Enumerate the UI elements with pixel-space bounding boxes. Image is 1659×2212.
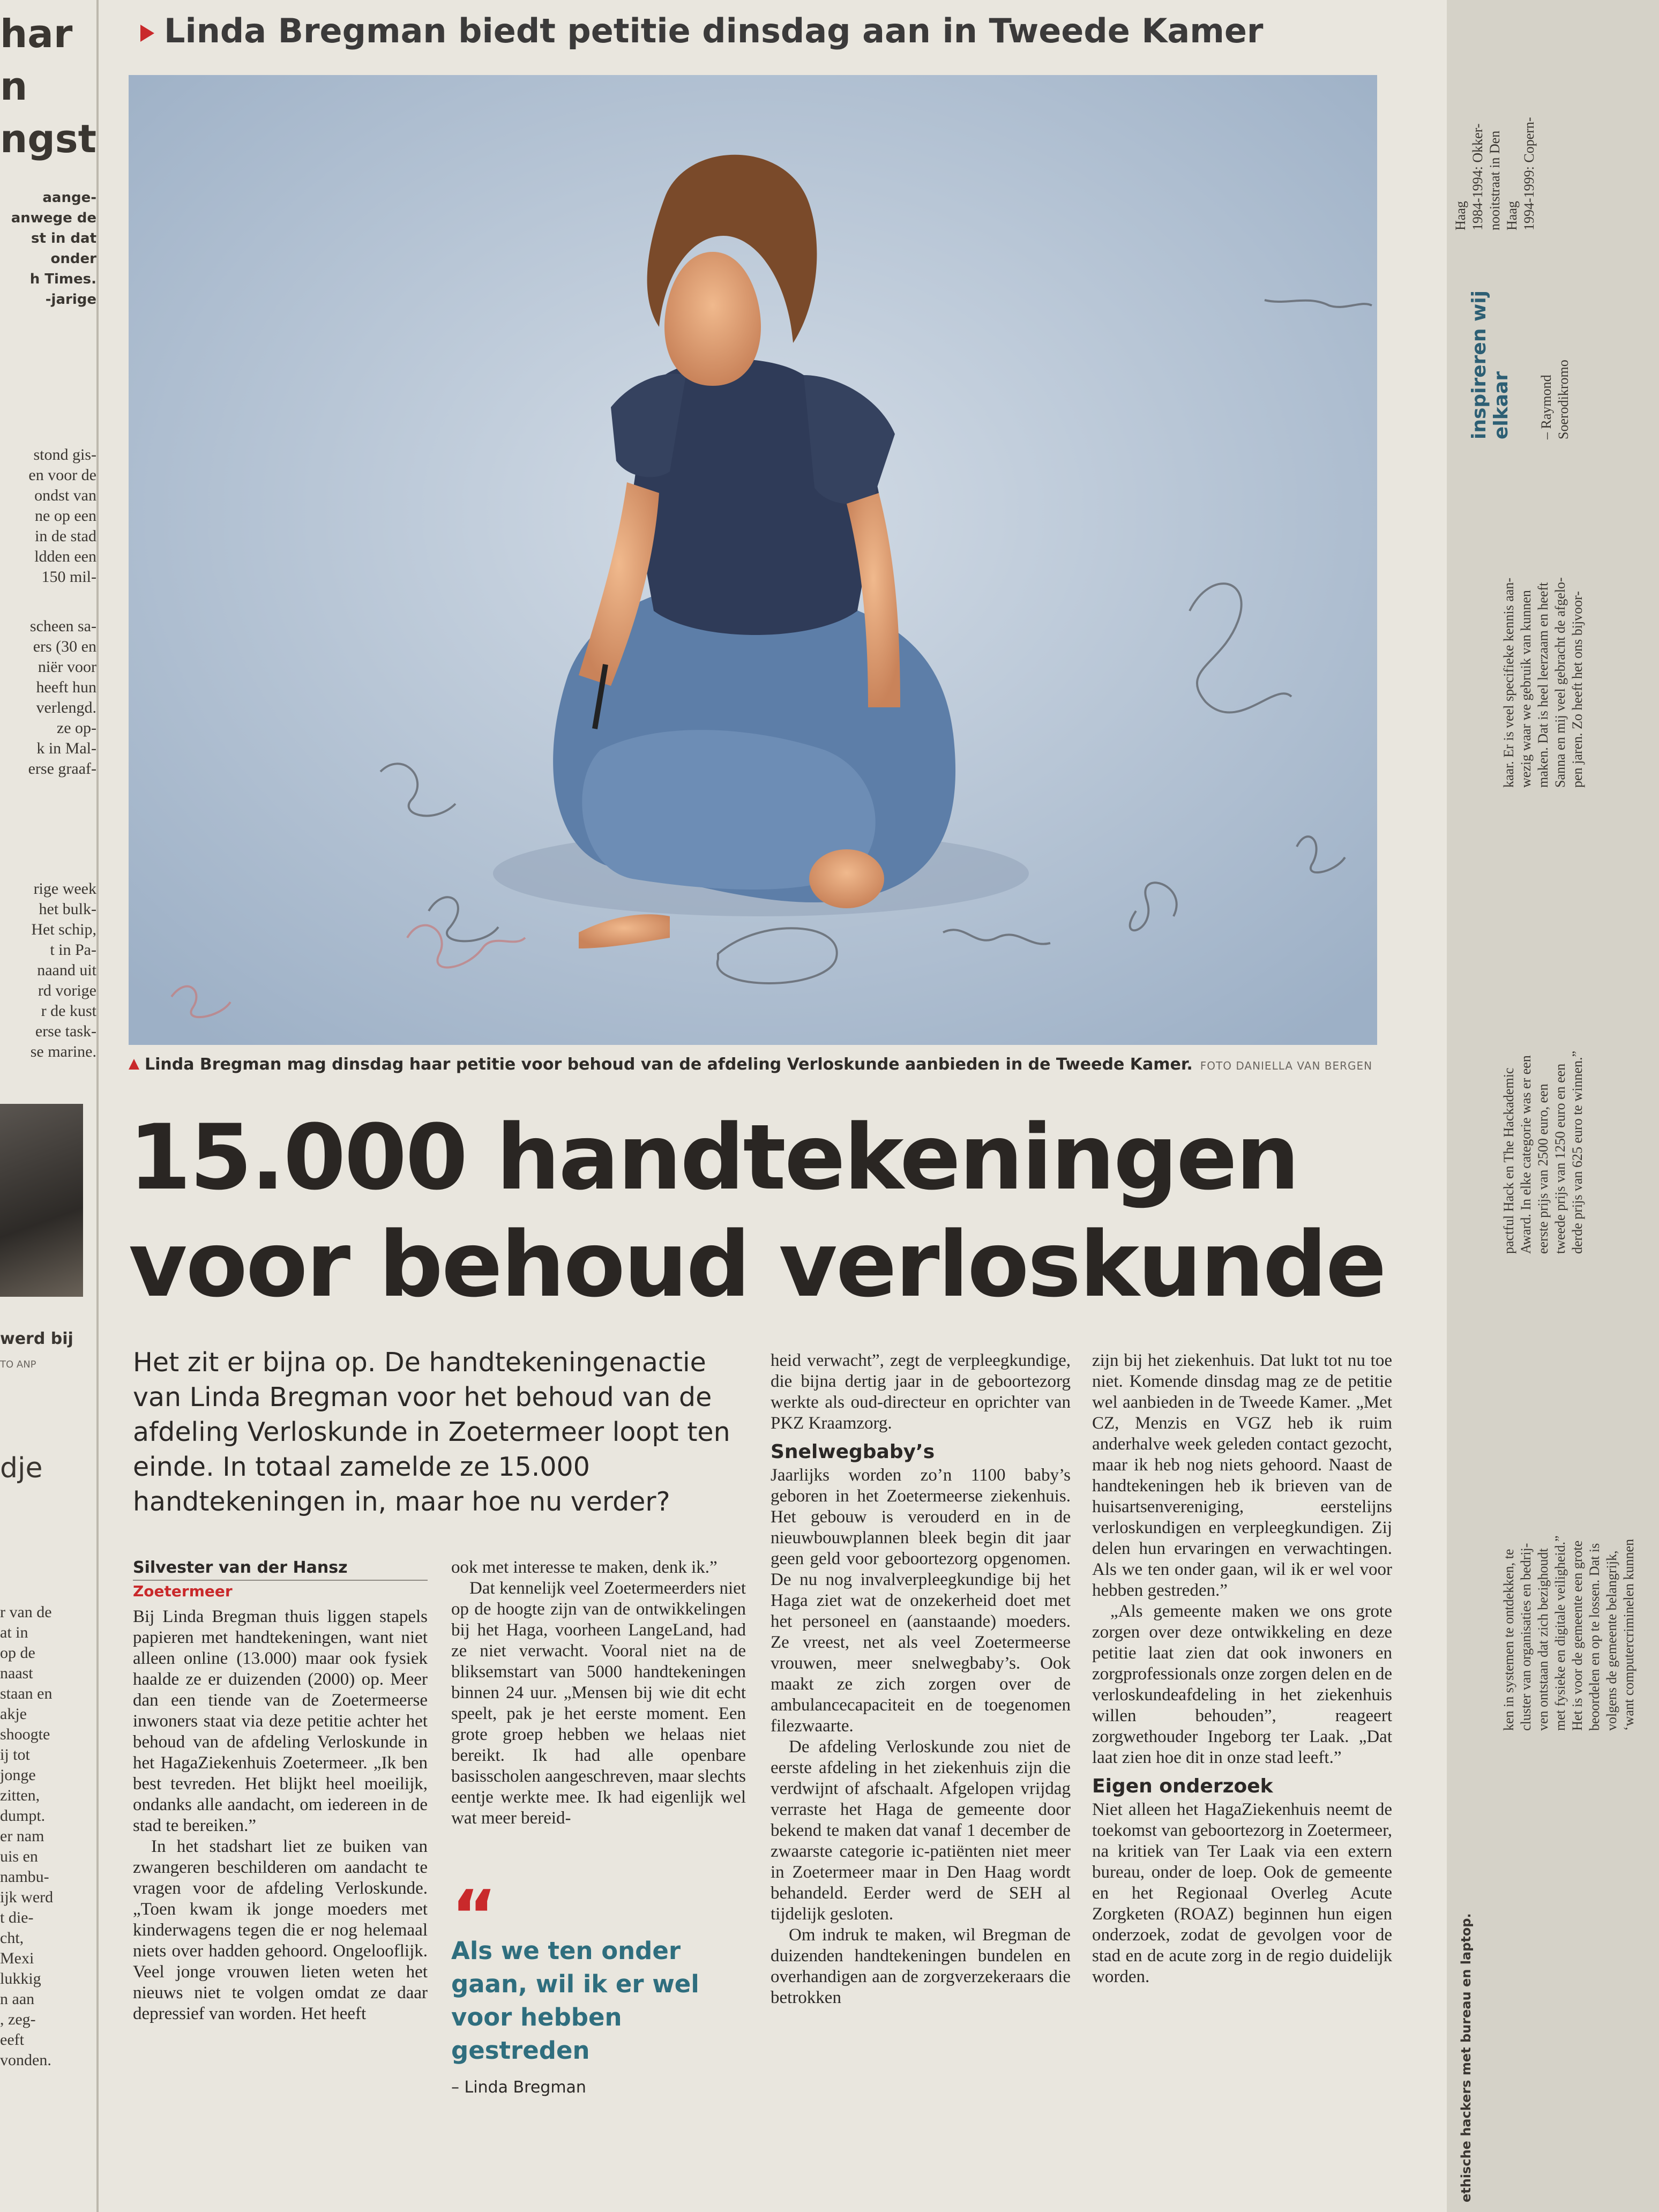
left-headline-fragment-2: n (0, 64, 28, 109)
pull-quote-text: Als we ten onder gaan, wil ik er wel voor hebben gestreden (451, 1937, 699, 2065)
article-column-4 (1092, 1350, 1392, 1987)
right-headline: inspireren wij elkaar (1468, 290, 1512, 439)
right-top-text: Haag 1984-1994: Okker- nooitstraat in Den Haag 1994-1999: Copern- (1453, 117, 1537, 230)
left-photo-credit: TO ANP (0, 1359, 36, 1370)
photo-caption (129, 1051, 1415, 1078)
col4-paragraph-2: „Als gemeente maken we ons grote zorgen over deze ontwikkeling en deze petitie laat zien dat ook inwoners en zorgprofessionals onze zorgen delen en de verloskundeafdeling in het ziekenhuis willen behouden”, reageert zorgwethouder Ingeborg ter Laak. „Dat laat zien hoe dit in onze stad leeft.” (1092, 1602, 1392, 1767)
adjacent-article-left (0, 0, 99, 2212)
caption-text: Linda Bregman mag dinsdag haar petitie voor behoud van de afdeling Verloskunde aanbieden in de Tweede Kamer. (145, 1055, 1193, 1074)
woman-signing-photo-illustration (129, 75, 1377, 1045)
left-headline-fragment-1: har (0, 11, 73, 56)
adjacent-article-right (1447, 0, 1659, 2212)
byline-location: Zoetermeer (133, 1582, 233, 1600)
intro-lead: Het zit er bijna op. De handtekeningenactie van Linda Bregman voor het behoud van de afdeling Verloskunde in Zoetermeer loopt ten einde. In totaal zamelde ze 15.000 handtekeningen in, maar hoe nu verder? (133, 1347, 730, 1517)
left-text-fragment-4: r van de at in op de naast staan en akje shoogte ij tot jonge zitten, dumpt. er nam uis en nambu- ijk werd t die- cht, Mexi lukkig n aan , zeg- eeft vonden. (0, 1603, 54, 2069)
right-column-c: ken in systemen te ontdekken, te cluster van organisaties en bedrij- ven ontstaan dat zich bezighoudt met fysieke en digitale veiligheid.” Het is voor de gemeente een grote (1501, 1535, 1585, 1731)
article-photo (129, 75, 1377, 1045)
kicker (140, 4, 1373, 58)
left-text-fragment-3: rige week het bulk- Het schip, t in Pa- naand uit rd vorige r de kust erse task- se marine. (30, 880, 96, 1060)
kicker-text: Linda Bregman biedt petitie dinsdag aan in Tweede Kamer (164, 11, 1264, 50)
right-column-b: pactful Hack en The Hackademic Award. In elke categorie was er een eerste prijs van 2500 euro, een tweede prijs van 1250 euro en een derde prijs van 625 euro te winnen.” (1501, 1050, 1585, 1254)
pull-quote (451, 1875, 708, 2098)
left-text-fragment-1: stond gis- en voor de ondst van ne op een in de stad ldden een 150 mil- (28, 446, 96, 586)
left-intro-fragment: aange- anwege de st in dat onder h Times. -jarige (11, 190, 96, 308)
col3-paragraph-4: Om indruk te maken, wil Bregman de duizenden handtekeningen bundelen en overhandigen aan de zorgverzekeraars die betrokken (771, 1925, 1071, 2007)
caption-triangle-icon (129, 1059, 139, 1070)
right-column-a: kaar. Er is veel specifieke kennis aan- wezig waar we gebruik van kunnen maken. Dat is heel leerzaam en heeft Sanna en mij veel gebracht de afgelo- pen jaren. Zo heeft het ons bijvoor- (1501, 577, 1585, 788)
article-column-1 (133, 1557, 428, 2024)
left-text-fragment-2: scheen sa- ers (30 en niër voor heeft hun verlengd. ze op- k in Mal- erse graaf- (28, 617, 96, 778)
photo-credit: FOTO DANIELLA VAN BERGEN (1200, 1059, 1373, 1072)
left-photo-caption: werd bij (0, 1329, 73, 1348)
quote-mark-icon: “ (451, 1875, 497, 1956)
article-column-3 (771, 1350, 1071, 2008)
col3-paragraph-1: heid verwacht”, zegt de verpleegkundige, die bijna dertig jaar in de geboortezorg werkte als oud-directeur en oprichter van PKZ Kraamzorg. (771, 1351, 1071, 1433)
col4-paragraph-1: zijn bij het ziekenhuis. Dat lukt tot nu toe niet. Komende dinsdag mag ze de petitie wel aanbieden in de Tweede Kamer. „Met CZ, Menzis en VGZ heb ik ruim anderhalve week geleden contact gezocht, maar ik heb nog niets gehoord. Naast de handtekeningen heb ik brieven van de huisartsenvereniging, eerstelijns verloskundigen en verpleegkundigen. Zij delen hun ervaringen en verwachtingen. Als we ten onder gaan, wil ik er wel voor hebben gestreden.” (1092, 1351, 1392, 1600)
right-byline: – Raymond Soerodikromo (1538, 360, 1571, 439)
col2-paragraph-1: ook met interesse te maken, denk ik.” (451, 1558, 718, 1577)
article-column-2 (451, 1557, 746, 1829)
byline-author: Silvester van der Hansz (133, 1557, 428, 1581)
col4-paragraph-3: Niet alleen het HagaZiekenhuis neemt de toekomst van geboortezorg in Zoetermeer, na kritiek van Ter Laak via een extern bureau, onder de loep. Ook de gemeente en het Regionaal Overleg Acute Zorgketen (ROAZ) beginnen hun eigen onderzoek, zodat de gevolgen voor de stad en de acute zorg in de regio duidelijk worden. (1092, 1800, 1392, 1986)
headline-line-1: 15.000 handtekeningen (129, 1105, 1298, 1210)
headline-line-2: voor behoud verloskunde (129, 1212, 1385, 1317)
pull-quote-author: – Linda Bregman (451, 2078, 586, 2097)
kicker-arrow-icon (140, 25, 154, 42)
right-photo-caption: ethische hackers met bureau en laptop. (1459, 1913, 1474, 2202)
right-column-d: beoordelen en op te lossen. Dat is volgens de gemeente belangrijk, ‘want computercriminelen kunnen (1587, 1538, 1636, 1731)
col3-paragraph-3: De afdeling Verloskunde zou niet de eerste afdeling in het ziekenhuis zijn die verdwijnt of afschaalt. Afgelopen vrijdag verraste het Haga de gemeente door bekend te maken dat vanaf 1 december de zwaarste categorie ic-patiënten niet meer in Zoetermeer maar in Den Haag wordt behandeld. Eerder werd de SEH al tijdelijk gesloten. (771, 1737, 1071, 1924)
subhead-eigen-onderzoek: Eigen onderzoek (1092, 1775, 1273, 1797)
left-head-fragment: dje (0, 1452, 43, 1484)
headline (129, 1104, 1404, 1318)
col3-paragraph-2: Jaarlijks worden zo’n 1100 baby’s geboren in het Zoetermeerse ziekenhuis. Het gebouw is verouderd en in de nieuwbouwplannen bleek begin dit jaar geen geld voor geboortezorg opgenomen. De nu nog invalverpleegkundige bij het Haga ziet wat de onzekerheid doet met het personeel en (aanstaande) moeders. Ze vreest, net als veel Zoetermeerse vrouwen, meer snelwegbaby’s. Ook maakt ze zich zorgen over de ambulancecapaciteit en de toegenomen filezwaarte. (771, 1466, 1071, 1736)
col1-paragraph-2: In het stadshart liet ze buiken van zwangeren beschilderen om aandacht te vragen voor de afdeling Verloskunde. „Toen kwam ik jonge moeders met kinderwagens tegen die er nog helemaal niets over hadden gehoord. Ongelooflijk. Veel jonge vrouwen lieten weten het nieuws niet te volgen omdat ze daar depressief van worden. Het heeft (133, 1837, 428, 2023)
subhead-snelwegbabys: Snelwegbaby’s (771, 1441, 935, 1463)
left-photo (0, 1104, 83, 1297)
col2-paragraph-2: Dat kennelijk veel Zoetermeerders niet op de hoogte zijn van de ontwikkelingen bij het Haga, voorheen LangeLand, had ze niet verwacht. Vooral niet na de bliksemstart van 5000 handtekeningen binnen 24 uur. „Mensen bij wie dit echt speelt, pak je het eerste moment. Een grote groep hebben we helaas niet bereikt. Ik had alle openbare basisscholen aangeschreven, maar slechts eentje werkte mee. Ik had eigenlijk wel wat meer bereid- (451, 1579, 746, 1828)
left-headline-fragment-3: ngst (0, 116, 97, 161)
col1-paragraph-1: Bij Linda Bregman thuis liggen stapels papieren met handtekeningen, want niet alleen online (13.000) maar ook fysiek haalde ze er duizenden (2000) op. Meer dan een tiende van de Zoetermeerse inwoners staat via deze petitie achter het behoud van de afdeling Verloskunde in het HagaZiekenhuis Zoetermeer. „Ik ben best tevreden. Het blijkt heel moeilijk, ondanks alle aandacht, om iedereen in de stad te bereiken.” (133, 1607, 428, 1835)
